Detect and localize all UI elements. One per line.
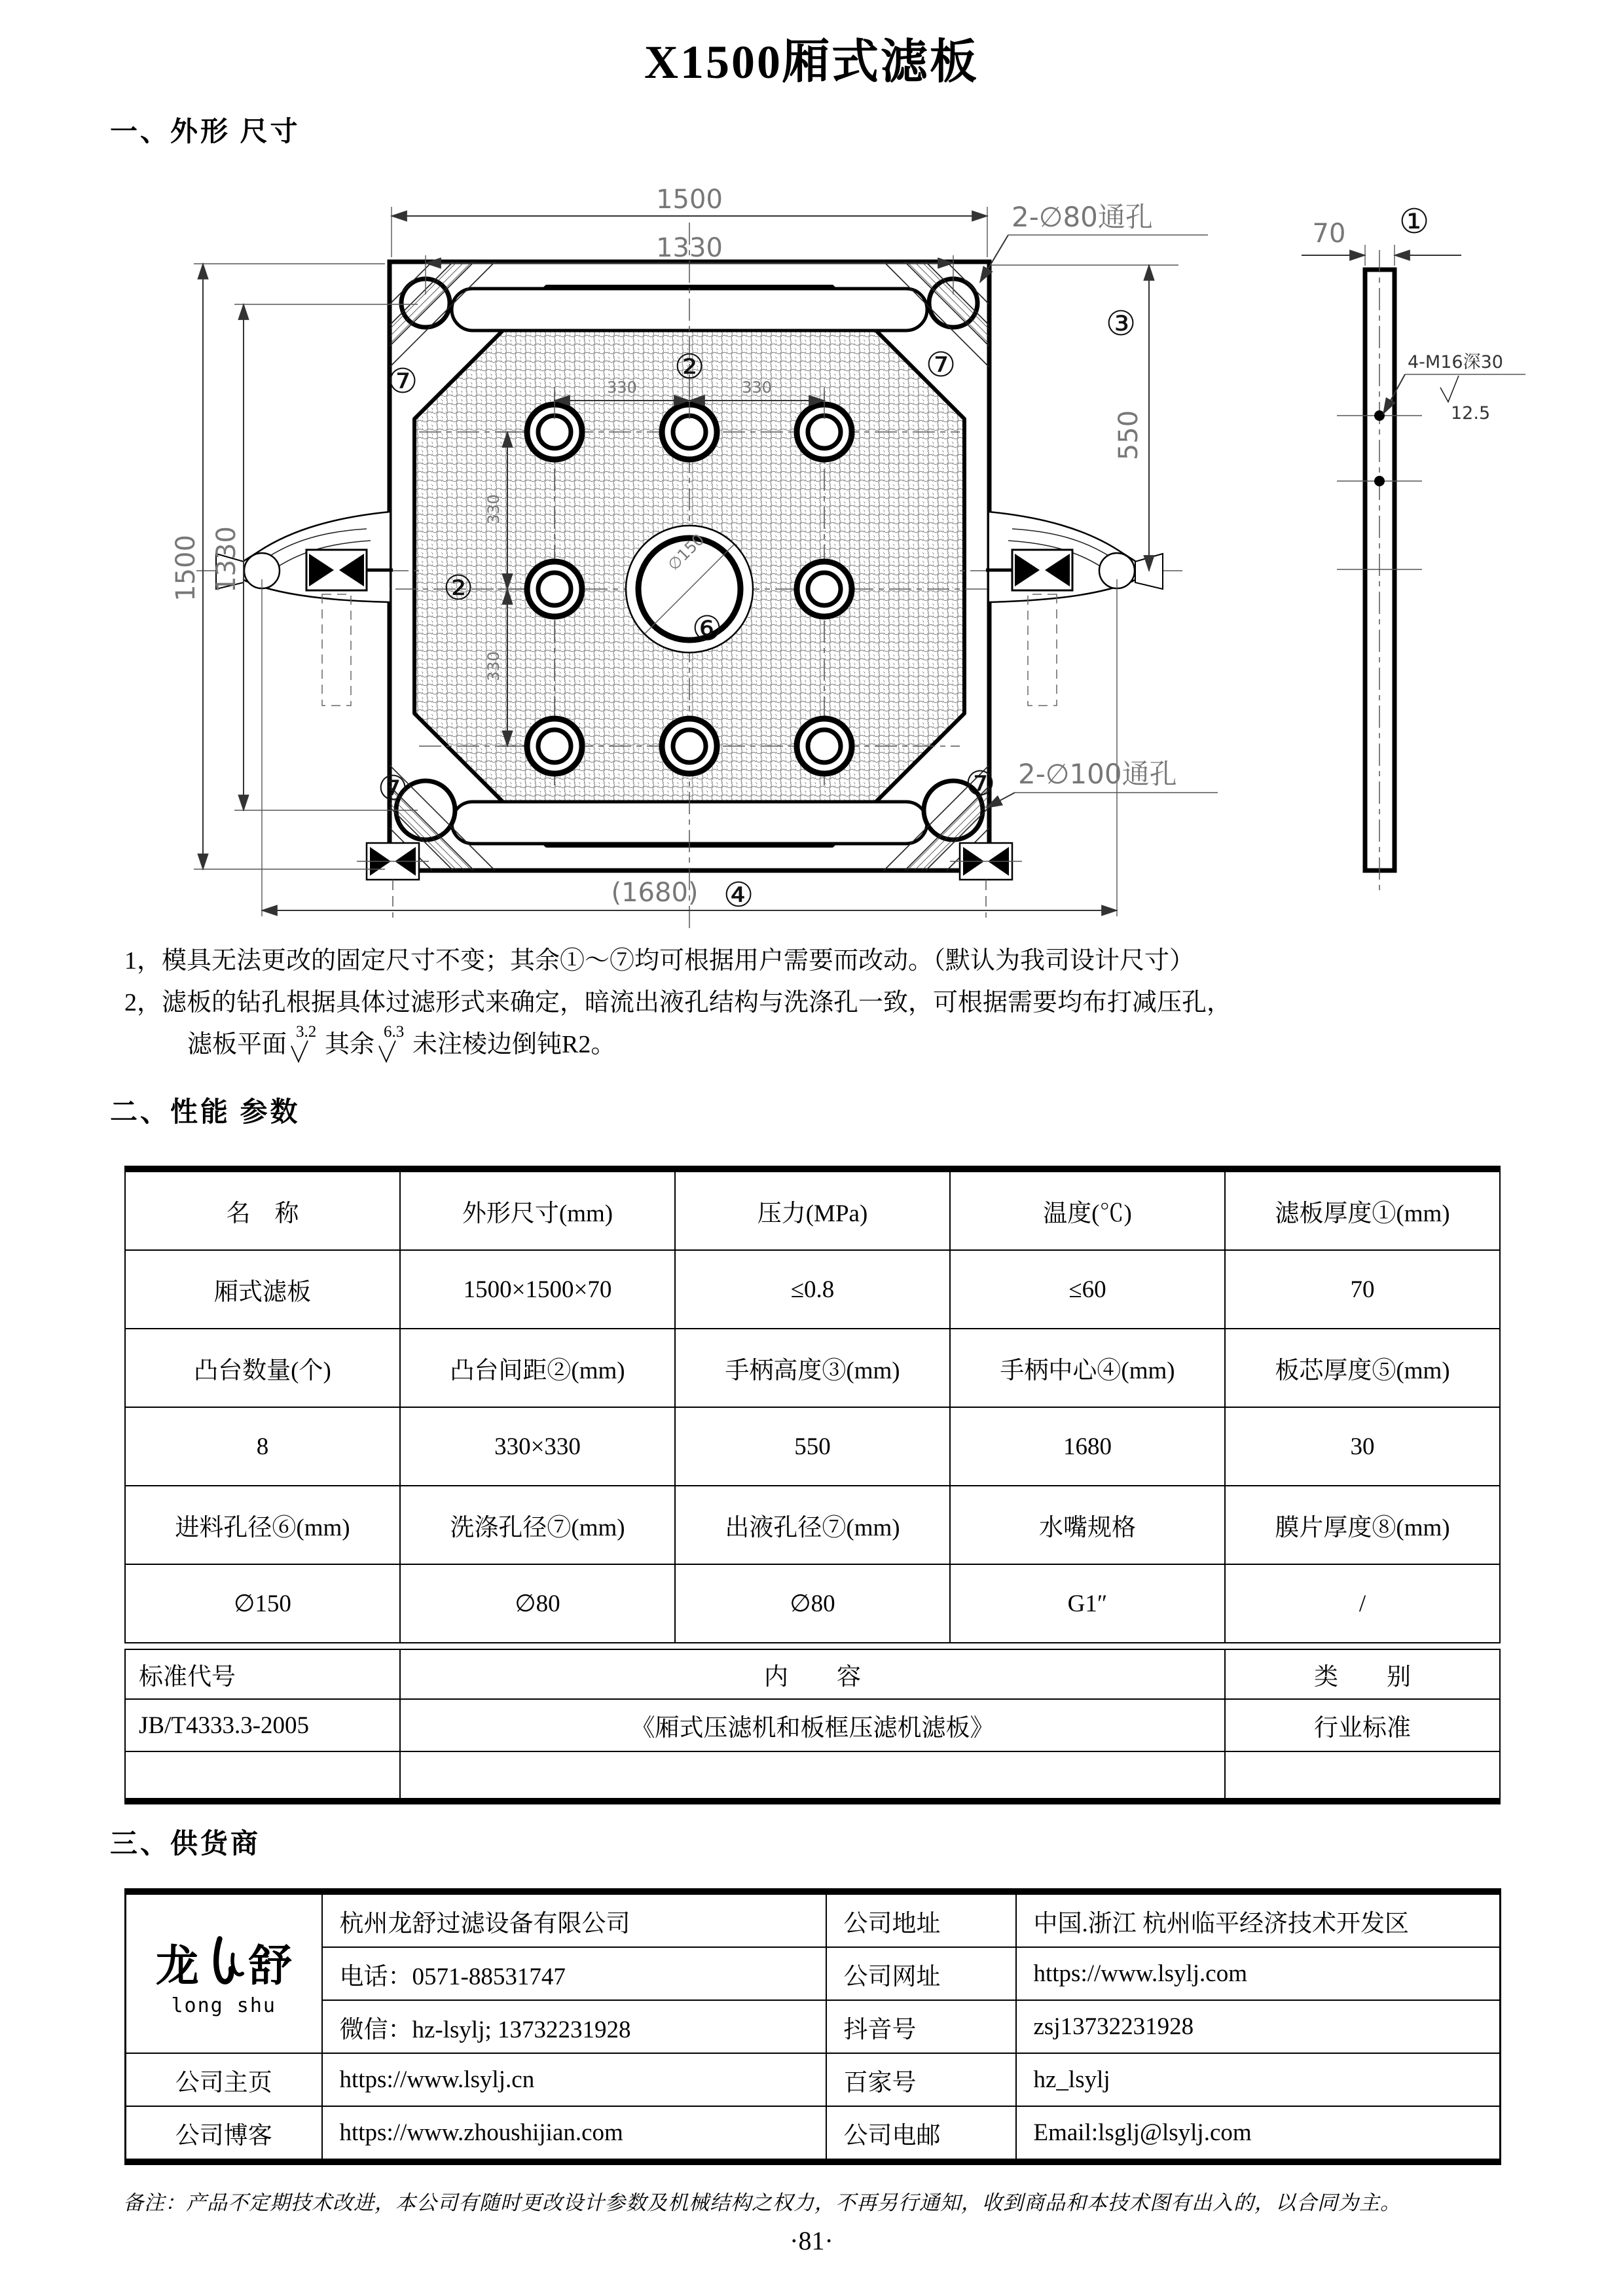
page-title: X1500厢式滤板 xyxy=(644,36,979,88)
logo-pinyin: long shu xyxy=(171,1994,276,2017)
field-label: 公司电邮 xyxy=(826,2106,1016,2162)
perf-value: 8 xyxy=(125,1407,400,1486)
perf-header: 压力(MPa) xyxy=(675,1169,950,1250)
table-row xyxy=(126,1947,1501,2000)
field-value: https://www.lsylj.com xyxy=(1016,1947,1501,2000)
svg-text:12.5: 12.5 xyxy=(1451,403,1491,423)
dimension-thickness-70 xyxy=(1302,202,1461,266)
section-heading-dimensions: 一、外形 尺寸 xyxy=(110,117,301,147)
ref-2-top: ② xyxy=(674,348,705,387)
note-line-3-pre: 滤板平面 xyxy=(187,1031,287,1058)
note-line-2: 2，滤板的钻孔根据具体过滤形式来确定，暗流出液孔结构与洗涤孔一致，可根据需要均布打减压孔， xyxy=(124,989,1232,1016)
field-value: https://www.lsylj.cn xyxy=(322,2053,826,2106)
perf-value: ∅80 xyxy=(400,1564,675,1643)
field-label: 公司博客 xyxy=(126,2106,322,2162)
table-row xyxy=(126,2000,1501,2053)
technical-drawing xyxy=(0,0,1623,942)
logo-char-shu: 舒 xyxy=(248,1942,292,1990)
perf-header: 洗涤孔径⑦(mm) xyxy=(400,1486,675,1564)
field-value: zsj13732231928 xyxy=(1016,2000,1501,2053)
supplier-logo xyxy=(126,1892,322,2053)
callout-top-holes xyxy=(980,201,1208,282)
perf-header: 手柄中心④(mm) xyxy=(950,1329,1225,1407)
callout-bottom-holes xyxy=(987,758,1218,808)
perf-header: 外形尺寸(mm) xyxy=(400,1169,675,1250)
perf-value: 550 xyxy=(675,1407,950,1486)
svg-text:330: 330 xyxy=(484,494,503,524)
perf-value: ∅150 xyxy=(125,1564,400,1643)
perf-header: 出液孔径⑦(mm) xyxy=(675,1486,950,1564)
svg-text:330: 330 xyxy=(607,378,637,397)
surface-roughness-3-2-icon: 3.2 xyxy=(288,1025,323,1066)
company-phone: 电话：0571-88531747 xyxy=(322,1947,826,2000)
table-row xyxy=(126,1892,1501,1947)
table-row xyxy=(125,1564,1500,1643)
perf-value: 30 xyxy=(1225,1407,1500,1486)
company-wechat: 微信：hz-lsylj; 13732231928 xyxy=(322,2000,826,2053)
svg-text:1500: 1500 xyxy=(171,535,201,601)
note-line-1: 1，模具无法更改的固定尺寸不变；其余①～⑦均可根据用户需要而改动。（默认为我司设计尺寸） xyxy=(124,947,1195,975)
perf-value: 330×330 xyxy=(400,1407,675,1486)
callout-tapped-holes xyxy=(1383,352,1525,423)
ref-6: ⑥ xyxy=(691,609,723,649)
field-label: 百家号 xyxy=(826,2053,1016,2106)
perf-value: / xyxy=(1225,1564,1500,1643)
table-row xyxy=(126,2106,1501,2162)
surface-roughness-6-3-icon: 6.3 xyxy=(376,1025,411,1066)
ref-4: ④ xyxy=(723,876,754,915)
perf-value: 1680 xyxy=(950,1407,1225,1486)
svg-text:2-∅100通孔: 2-∅100通孔 xyxy=(1018,758,1177,790)
note-line-3-mid: 其余 xyxy=(325,1031,375,1058)
supplier-table xyxy=(124,1888,1501,2165)
standard-empty-cell xyxy=(400,1751,1225,1801)
feed-hole-diameter-label: ∅150 xyxy=(664,530,708,575)
section-heading-supplier: 三、供货商 xyxy=(110,1829,261,1859)
feed-hole xyxy=(626,526,753,653)
standard-header: 类 别 xyxy=(1225,1649,1500,1699)
standard-header: 标准代号 xyxy=(125,1649,400,1699)
perf-header: 凸台间距②(mm) xyxy=(400,1329,675,1407)
ref-1: ① xyxy=(1398,202,1430,242)
perf-header: 名 称 xyxy=(125,1169,400,1250)
ref-7-top-right: ⑦ xyxy=(925,346,957,385)
field-label: 抖音号 xyxy=(826,2000,1016,2053)
field-value: Email:lsglj@lsylj.com xyxy=(1016,2106,1501,2162)
standard-empty-cell xyxy=(1225,1751,1500,1801)
front-view xyxy=(196,223,1182,929)
ref-3: ③ xyxy=(1105,304,1137,344)
table-row xyxy=(125,1250,1500,1329)
standard-value: JB/T4333.3-2005 xyxy=(125,1699,400,1751)
table-row xyxy=(125,1407,1500,1486)
note-line-3-post: 未注棱边倒钝R2。 xyxy=(412,1031,616,1058)
standard-empty-cell xyxy=(125,1751,400,1801)
standard-header: 内 容 xyxy=(400,1649,1225,1699)
ref-7-bottom-left: ⑦ xyxy=(377,769,409,808)
longshu-logo-mark-icon xyxy=(203,1934,245,1989)
table-row xyxy=(126,2053,1501,2106)
page-number: ·81· xyxy=(790,2226,833,2255)
perf-value: 1500×1500×70 xyxy=(400,1250,675,1329)
ref-7-bottom-right: ⑦ xyxy=(964,764,996,804)
perf-header: 水嘴规格 xyxy=(950,1486,1225,1564)
perf-header: 板芯厚度⑤(mm) xyxy=(1225,1329,1500,1407)
svg-text:2-∅80通孔: 2-∅80通孔 xyxy=(1012,201,1153,233)
logo-char-long: 龙 xyxy=(155,1942,199,1990)
table-row xyxy=(125,1649,1500,1699)
field-label: 公司地址 xyxy=(826,1892,1016,1947)
field-value: hz_lsylj xyxy=(1016,2053,1501,2106)
standard-value: 行业标准 xyxy=(1225,1699,1500,1751)
field-value: 中国.浙江 杭州临平经济技术开发区 xyxy=(1016,1892,1501,1947)
roughness-check-icon xyxy=(1440,376,1459,402)
footer-note: 备注：产品不定期技术改进，本公司有随时更改设计参数及机械结构之权力，不再另行通知，收到商品和本技术图有出入的，以合同为主。 xyxy=(123,2191,1401,2214)
perf-value: ≤0.8 xyxy=(675,1250,950,1329)
perf-header: 凸台数量(个) xyxy=(125,1329,400,1407)
ref-2-left: ② xyxy=(443,569,474,608)
perf-header: 手柄高度③(mm) xyxy=(675,1329,950,1407)
svg-text:550: 550 xyxy=(1114,410,1144,461)
performance-table xyxy=(124,1166,1501,1643)
svg-text:330: 330 xyxy=(742,378,772,397)
company-name: 杭州龙舒过滤设备有限公司 xyxy=(322,1892,826,1947)
table-row xyxy=(125,1751,1500,1801)
perf-value: ∅80 xyxy=(675,1564,950,1643)
svg-text:(1680): (1680) xyxy=(611,878,699,908)
svg-text:330: 330 xyxy=(484,651,503,681)
perf-header: 温度(℃) xyxy=(950,1169,1225,1250)
svg-text:70: 70 xyxy=(1312,219,1346,249)
perf-value: ≤60 xyxy=(950,1250,1225,1329)
field-label: 公司主页 xyxy=(126,2053,322,2106)
table-row xyxy=(125,1486,1500,1564)
perf-value: 厢式滤板 xyxy=(125,1250,400,1329)
svg-text:1330: 1330 xyxy=(656,233,723,263)
section-heading-performance: 二、性能 参数 xyxy=(110,1098,301,1128)
perf-header: 膜片厚度⑧(mm) xyxy=(1225,1486,1500,1564)
standard-table xyxy=(124,1649,1501,1804)
svg-text:1500: 1500 xyxy=(656,185,723,215)
note-line-3 xyxy=(124,1024,1539,1066)
svg-text:1330: 1330 xyxy=(211,526,242,593)
field-label: 公司网址 xyxy=(826,1947,1016,2000)
svg-text:4-M16深30: 4-M16深30 xyxy=(1408,352,1503,372)
perf-value: 70 xyxy=(1225,1250,1500,1329)
table-row xyxy=(125,1169,1500,1250)
side-view xyxy=(1302,202,1525,891)
field-value: https://www.zhoushijian.com xyxy=(322,2106,826,2162)
perf-value: G1″ xyxy=(950,1564,1225,1643)
table-row xyxy=(125,1329,1500,1407)
ref-7-top-left: ⑦ xyxy=(387,362,418,401)
standard-value: 《厢式压滤机和板框压滤机滤板》 xyxy=(400,1699,1225,1751)
table-row xyxy=(125,1699,1500,1751)
perf-header: 进料孔径⑥(mm) xyxy=(125,1486,400,1564)
perf-header: 滤板厚度①(mm) xyxy=(1225,1169,1500,1250)
drawing-notes xyxy=(124,940,1539,1066)
